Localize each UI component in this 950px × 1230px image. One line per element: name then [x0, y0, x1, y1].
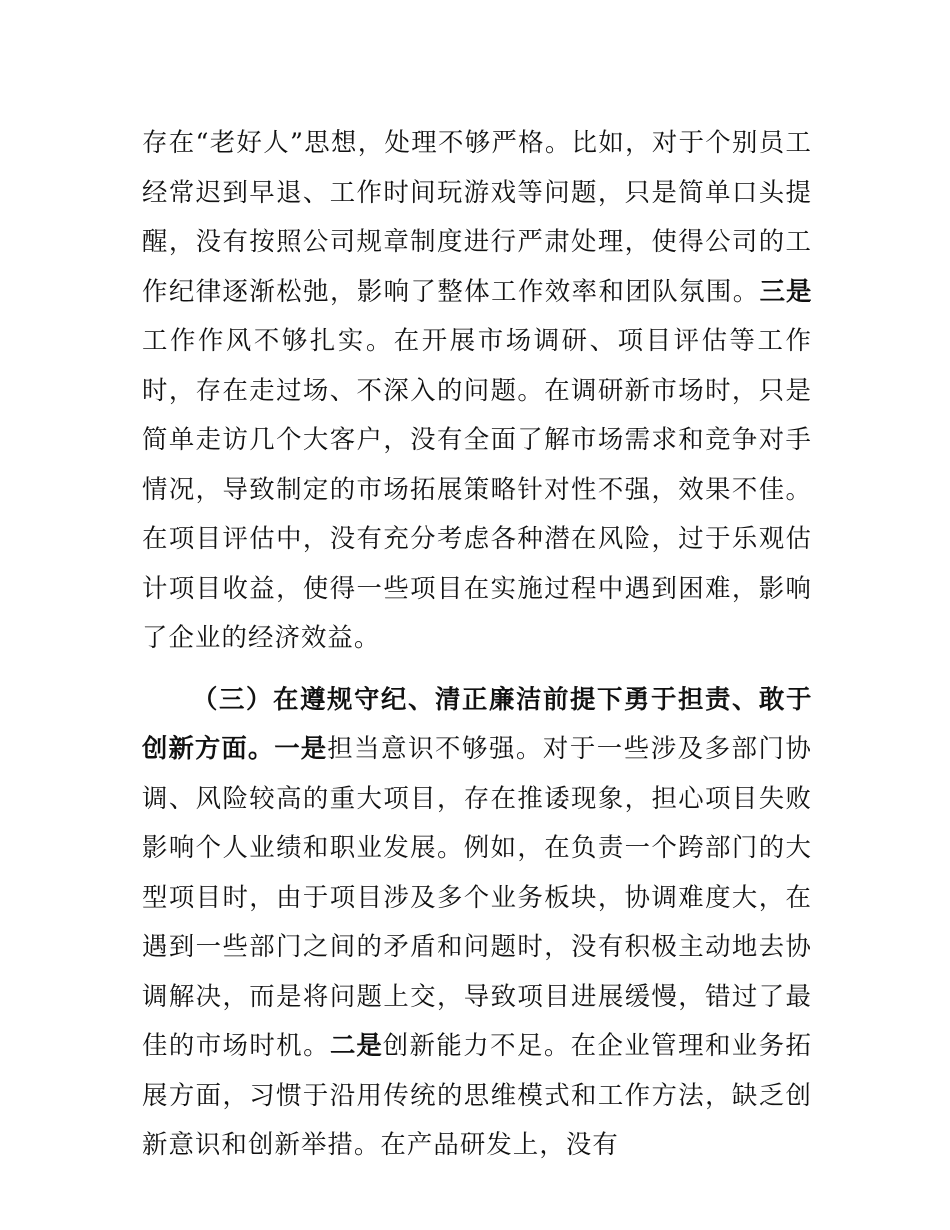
paragraph-continuation	[142, 118, 812, 663]
paragraph-text: 工作作风不够扎实。在开展市场调研、项目评估等工作时，存在走过场、不深入的问题。在调研新市场时，只是简单走访几个大客户，没有全面了解市场需求和竞争对手情况，导致制定的市场拓展策略针对性不强，效果不佳。在项目评估中，没有充分考虑各种潜在风险，过于乐观估计项目收益，使得一些项目在实施过程中遇到困难，影响了企业的经济效益。	[142, 325, 812, 652]
bold-marker-three: 三是	[759, 275, 812, 306]
paragraph-text: 存在“老好人”思想，处理不够严格。比如，对于个别员工经常迟到早退、工作时间玩游戏等问题，只是简单口头提醒，没有按照公司规章制度进行严肃处理，使得公司的工作纪律逐渐松弛，影响了整体工作效率和团队氛围。	[142, 127, 812, 306]
paragraph-section-three	[142, 675, 812, 1170]
paragraph-text: 创新能力不足。在企业管理和业务拓展方面，习惯于沿用传统的思维模式和工作方法，缺乏创新意识和创新举措。在产品研发上，没有	[142, 1030, 813, 1159]
bold-marker-two: 二是	[329, 1030, 383, 1060]
paragraph-text: 担当意识不够强。对于一些涉及多部门协调、风险较高的重大项目，存在推诿现象，担心项目失败影响个人业绩和职业发展。例如，在负责一个跨部门的大型项目时，由于项目涉及多个业务板块，协调难度大，在遇到一些部门之间的矛盾和问题时，没有积极主动地去协调解决，而是将问题上交，导致项目进展缓慢，错过了最佳的市场时机。	[142, 733, 812, 1060]
section-heading: （三）在遵规守纪、清正廉洁前提下勇于担责、敢于创新方面。	[142, 683, 812, 763]
bold-marker-one: 一是	[274, 733, 328, 763]
document-body	[142, 118, 812, 1170]
